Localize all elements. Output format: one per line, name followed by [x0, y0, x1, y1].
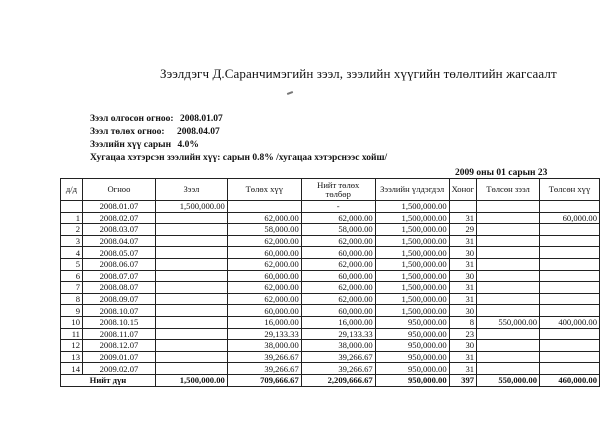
cell-days: 31	[449, 293, 476, 305]
cell-total-due: 60,000.00	[301, 270, 375, 282]
cell-paid-interest	[539, 340, 599, 352]
scan-speck	[287, 91, 293, 95]
cell-interest-due: 62,000.00	[227, 258, 301, 270]
cell-paid-interest	[539, 224, 599, 236]
cell-loan-balance: 1,500,000.00	[375, 270, 449, 282]
cell-paid-loan	[477, 363, 540, 375]
cell-paid-interest: 400,000.00	[539, 316, 599, 328]
cell-interest-due: 39,266.67	[227, 363, 301, 375]
cell-total-due: -	[301, 201, 375, 213]
cell-paid-interest: 60,000.00	[539, 212, 599, 224]
table-row	[61, 247, 600, 259]
cell-loan	[155, 258, 227, 270]
cell-paid-interest	[539, 293, 599, 305]
cell-loan	[155, 305, 227, 317]
cell-index: 13	[61, 351, 83, 363]
cell-paid-interest	[539, 363, 599, 375]
cell-loan-balance: 1,500,000.00	[375, 282, 449, 294]
table-row	[61, 305, 600, 317]
info-due-date	[90, 127, 220, 137]
cell-index: 11	[61, 328, 83, 340]
cell-loan-balance: 1,500,000.00	[375, 235, 449, 247]
cell-paid-interest	[539, 305, 599, 317]
document-title: Зээлдэгч Д.Саранчимэгийн зээл, зээлийн хүүгийн төлөлтийн жагсаалт	[160, 66, 557, 81]
cell-loan	[155, 340, 227, 352]
cell-loan-balance: 950,000.00	[375, 363, 449, 375]
cell-paid-loan	[477, 270, 540, 282]
cell-date: 2008.09.07	[82, 293, 155, 305]
cell-loan-balance: 1,500,000.00	[375, 212, 449, 224]
cell-paid-loan	[477, 328, 540, 340]
cell-index: 2	[61, 224, 83, 236]
cell-interest-due: 60,000.00	[227, 305, 301, 317]
cell-interest-due: 62,000.00	[227, 293, 301, 305]
cell-index: 10	[61, 316, 83, 328]
cell-date: 2008.10.07	[82, 305, 155, 317]
cell-interest-due: 60,000.00	[227, 247, 301, 259]
col-header-paid-interest: Төлсөн хүү	[539, 179, 599, 201]
cell-total-due: 62,000.00	[301, 258, 375, 270]
total-label: Нийт дүн	[61, 374, 156, 386]
cell-total-due: 39,266.67	[301, 351, 375, 363]
info-value: 2008.01.07	[179, 114, 223, 124]
cell-loan-balance: 1,500,000.00	[375, 293, 449, 305]
cell-date: 2008.07.07	[82, 270, 155, 282]
cell-date: 2008.11.07	[82, 328, 155, 340]
table-row	[61, 201, 600, 213]
cell-index: 14	[61, 363, 83, 375]
cell-index: 4	[61, 247, 83, 259]
cell-paid-loan: 550,000.00	[477, 316, 540, 328]
cell-days: 30	[449, 247, 476, 259]
total-days: 397	[449, 374, 476, 386]
cell-paid-loan	[477, 305, 540, 317]
cell-date: 2008.10.15	[82, 316, 155, 328]
cell-paid-interest	[539, 328, 599, 340]
cell-loan	[155, 293, 227, 305]
cell-days: 31	[449, 363, 476, 375]
cell-paid-loan	[477, 235, 540, 247]
info-overdue-rate	[90, 153, 387, 163]
cell-loan	[155, 224, 227, 236]
cell-days: 31	[449, 282, 476, 294]
cell-date: 2008.06.07	[82, 258, 155, 270]
table-row	[61, 328, 600, 340]
cell-loan-balance: 1,500,000.00	[375, 224, 449, 236]
col-header-date: Огноо	[82, 179, 155, 201]
info-label: Зээл олгосон огноо:	[90, 114, 174, 124]
cell-index	[61, 201, 83, 213]
cell-interest-due: 38,000.00	[227, 340, 301, 352]
cell-days: 31	[449, 212, 476, 224]
cell-loan-balance: 1,500,000.00	[375, 247, 449, 259]
cell-date: 2008.12.07	[82, 340, 155, 352]
cell-loan	[155, 212, 227, 224]
cell-interest-due: 62,000.00	[227, 282, 301, 294]
total-paid-loan: 550,000.00	[477, 374, 540, 386]
table-row	[61, 235, 600, 247]
table-row	[61, 316, 600, 328]
cell-index: 6	[61, 270, 83, 282]
cell-index: 9	[61, 305, 83, 317]
table-row	[61, 270, 600, 282]
table-row	[61, 293, 600, 305]
cell-paid-interest	[539, 201, 599, 213]
cell-total-due: 60,000.00	[301, 305, 375, 317]
table-row	[61, 340, 600, 352]
cell-paid-loan	[477, 212, 540, 224]
col-header-paid-loan: Төлсөн зээл	[477, 179, 540, 201]
cell-total-due: 62,000.00	[301, 235, 375, 247]
info-label: Зээлийн хүү сарын	[90, 140, 172, 150]
cell-loan	[155, 316, 227, 328]
cell-date: 2008.04.07	[82, 235, 155, 247]
cell-total-due: 62,000.00	[301, 212, 375, 224]
cell-days: 29	[449, 224, 476, 236]
cell-loan	[155, 351, 227, 363]
cell-paid-interest	[539, 282, 599, 294]
cell-interest-due	[227, 201, 301, 213]
cell-total-due: 62,000.00	[301, 293, 375, 305]
cell-interest-due: 58,000.00	[227, 224, 301, 236]
cell-days: 30	[449, 305, 476, 317]
cell-loan	[155, 282, 227, 294]
cell-days: 30	[449, 340, 476, 352]
cell-date: 2009.02.07	[82, 363, 155, 375]
cell-loan-balance: 1,500,000.00	[375, 305, 449, 317]
table-row	[61, 363, 600, 375]
cell-loan-balance: 950,000.00	[375, 316, 449, 328]
cell-index: 12	[61, 340, 83, 352]
cell-interest-due: 29,133.33	[227, 328, 301, 340]
total-amount-due: 2,209,666.67	[301, 374, 375, 386]
total-loan: 1,500,000.00	[155, 374, 227, 386]
cell-index: 8	[61, 293, 83, 305]
cell-days: 30	[449, 270, 476, 282]
loan-payment-table	[60, 178, 600, 387]
total-paid-interest: 460,000.00	[539, 374, 599, 386]
cell-interest-due: 60,000.00	[227, 270, 301, 282]
cell-loan-balance: 1,500,000.00	[375, 201, 449, 213]
cell-paid-loan	[477, 201, 540, 213]
col-header-loan-balance: Зээлийн үлдэгдэл	[375, 179, 449, 201]
cell-paid-interest	[539, 247, 599, 259]
cell-days: 23	[449, 328, 476, 340]
cell-paid-loan	[477, 258, 540, 270]
cell-index: 1	[61, 212, 83, 224]
cell-paid-interest	[539, 258, 599, 270]
cell-loan	[155, 235, 227, 247]
cell-days: 31	[449, 235, 476, 247]
cell-paid-loan	[477, 293, 540, 305]
cell-date: 2009.01.07	[82, 351, 155, 363]
cell-total-due: 62,000.00	[301, 282, 375, 294]
cell-total-due: 16,000.00	[301, 316, 375, 328]
table-body	[61, 201, 600, 375]
cell-index: 7	[61, 282, 83, 294]
cell-total-due: 38,000.00	[301, 340, 375, 352]
report-date: 2009 оны 01 сарын 23	[455, 168, 548, 178]
info-label: Хугацаа хэтэрсэн зээлийн хүү: сарын 0.8% /хугацаа хэтэрснээс хойш/	[90, 153, 388, 163]
cell-paid-loan	[477, 351, 540, 363]
cell-date: 2008.01.07	[82, 201, 155, 213]
cell-interest-due: 16,000.00	[227, 316, 301, 328]
cell-total-due: 58,000.00	[301, 224, 375, 236]
cell-total-due: 29,133.33	[301, 328, 375, 340]
cell-days: 31	[449, 258, 476, 270]
cell-date: 2008.08.07	[82, 282, 155, 294]
cell-days: 8	[449, 316, 476, 328]
info-issue-date	[90, 114, 223, 124]
cell-paid-loan	[477, 340, 540, 352]
table-header-row	[61, 179, 600, 201]
cell-paid-loan	[477, 247, 540, 259]
cell-loan-balance: 950,000.00	[375, 340, 449, 352]
cell-loan	[155, 270, 227, 282]
total-interest-due: 709,666.67	[227, 374, 301, 386]
col-header-days: Хоног	[449, 179, 476, 201]
cell-paid-interest	[539, 235, 599, 247]
cell-paid-interest	[539, 270, 599, 282]
info-label: Зээл төлөх огноо:	[90, 127, 165, 137]
table-row	[61, 351, 600, 363]
cell-index: 3	[61, 235, 83, 247]
col-header-interest-due: Төлөх хүү	[227, 179, 301, 201]
info-value: 4.0%	[177, 140, 199, 150]
cell-total-due: 39,266.67	[301, 363, 375, 375]
cell-interest-due: 62,000.00	[227, 212, 301, 224]
cell-loan	[155, 363, 227, 375]
cell-interest-due: 39,266.67	[227, 351, 301, 363]
cell-date: 2008.05.07	[82, 247, 155, 259]
table-row	[61, 224, 600, 236]
col-header-index: д/д	[61, 179, 83, 201]
cell-date: 2008.03.07	[82, 224, 155, 236]
table-row	[61, 282, 600, 294]
cell-index: 5	[61, 258, 83, 270]
table-total-row	[61, 374, 600, 386]
cell-total-due: 60,000.00	[301, 247, 375, 259]
cell-paid-loan	[477, 224, 540, 236]
cell-loan	[155, 328, 227, 340]
cell-date: 2008.02.07	[82, 212, 155, 224]
total-balance: 950,000.00	[375, 374, 449, 386]
info-value: 2008.04.07	[176, 127, 220, 137]
cell-loan-balance: 950,000.00	[375, 328, 449, 340]
cell-paid-interest	[539, 351, 599, 363]
cell-paid-loan	[477, 282, 540, 294]
table-row	[61, 258, 600, 270]
cell-interest-due: 62,000.00	[227, 235, 301, 247]
cell-loan-balance: 950,000.00	[375, 351, 449, 363]
table-row	[61, 212, 600, 224]
cell-loan	[155, 247, 227, 259]
col-header-total-due: Нийт төлөх төлбөр	[301, 179, 375, 201]
cell-days: 31	[449, 351, 476, 363]
cell-days	[449, 201, 476, 213]
info-interest-rate	[90, 140, 199, 150]
cell-loan: 1,500,000.00	[155, 201, 227, 213]
cell-loan-balance: 1,500,000.00	[375, 258, 449, 270]
col-header-loan: Зээл	[155, 179, 227, 201]
